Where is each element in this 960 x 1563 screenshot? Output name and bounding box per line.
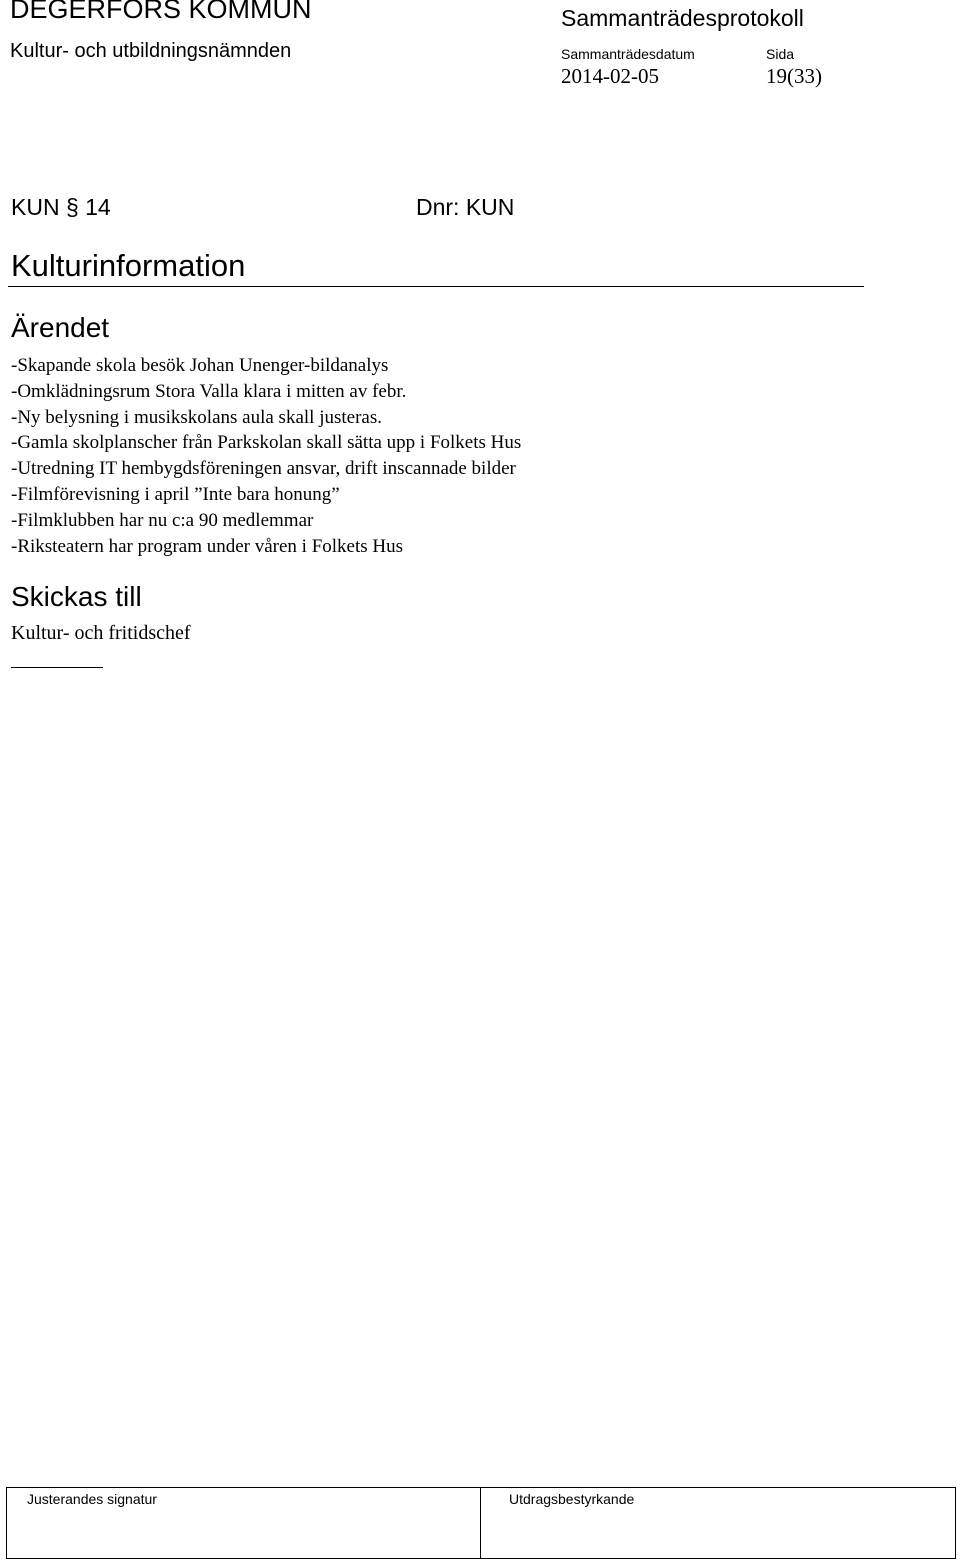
title-divider <box>8 286 864 287</box>
arendet-item: -Ny belysning i musikskolans aula skall justeras. <box>11 406 382 428</box>
meeting-date-label: Sammanträdesdatum <box>561 46 695 62</box>
org-name: DEGERFORS KOMMUN <box>10 0 312 24</box>
arendet-item: -Filmförevisning i april ”Inte bara honung” <box>11 483 340 505</box>
case-number: KUN § 14 <box>11 194 111 220</box>
signature-footer <box>6 1487 956 1559</box>
arendet-item: -Riksteatern har program under våren i Folkets Hus <box>11 535 404 557</box>
justerandes-signatur-label: Justerandes signatur <box>27 1491 157 1507</box>
footer-divider <box>480 1488 481 1558</box>
arendet-item: -Skapande skola besök Johan Unenger-bildanalys <box>11 355 389 376</box>
arendet-item: -Utredning IT hembygdsföreningen ansvar, drift inscannade bilder <box>11 458 516 480</box>
skickas-recipient: Kultur- och fritidschef <box>11 622 191 644</box>
page-number-value: 19(33) <box>766 64 822 88</box>
case-dnr: Dnr: KUN <box>416 194 515 220</box>
arendet-item: -Gamla skolplanscher från Parkskolan skall sätta upp i Folkets Hus <box>11 432 522 454</box>
arendet-list <box>11 353 521 559</box>
arendet-heading: Ärendet <box>11 312 110 343</box>
utdragsbestyrkande-label: Utdragsbestyrkande <box>509 1491 635 1507</box>
committee-name: Kultur- och utbildningsnämnden <box>10 40 292 62</box>
skickas-divider <box>11 667 103 668</box>
case-title: Kulturinformation <box>11 248 246 283</box>
arendet-item: -Filmklubben har nu c:a 90 medlemmar <box>11 509 314 531</box>
document-type: Sammanträdesprotokoll <box>561 5 804 31</box>
page-label: Sida <box>766 46 795 62</box>
arendet-item: -Omklädningsrum Stora Valla klara i mitten av febr. <box>11 380 407 402</box>
skickas-heading: Skickas till <box>11 581 142 612</box>
meeting-date-value: 2014-02-05 <box>561 64 659 88</box>
